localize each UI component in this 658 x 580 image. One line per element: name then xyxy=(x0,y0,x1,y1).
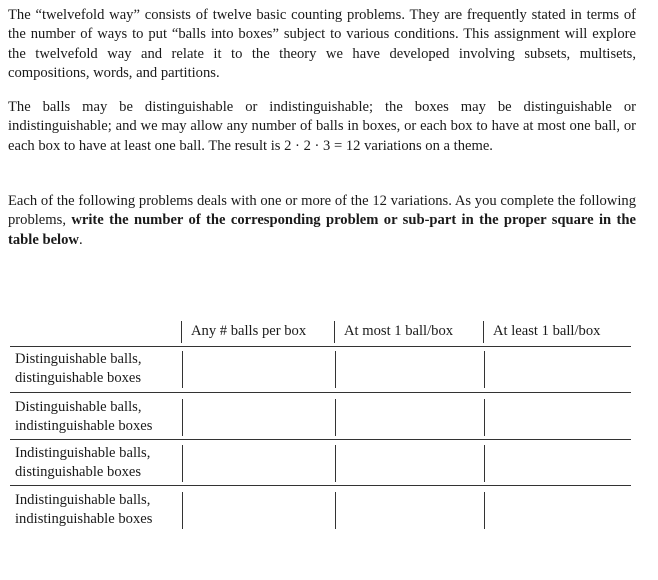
row-label-line: Distinguishable balls, xyxy=(15,399,142,415)
cell-divider xyxy=(335,445,336,482)
header-any-balls: Any # balls per box xyxy=(191,323,307,339)
cell-divider xyxy=(484,399,485,436)
row-label-line: distinguishable boxes xyxy=(15,370,142,386)
instructions-end: . xyxy=(78,231,83,248)
header-at-most-one: At most 1 ball/box xyxy=(344,323,454,339)
row-label-dist-indist xyxy=(15,398,152,436)
table-header xyxy=(10,321,631,346)
variations-paragraph: The balls may be distinguishable or indistinguishable; the boxes may be distinguishable or indistinguishable; and we may allow any number of balls in boxes, or each box to have at most one ball, or each box to have at least one ball. The result is 2 · 2 · 3 = 12 variations on a theme. xyxy=(8,99,636,154)
row-label-indist-indist xyxy=(15,491,152,529)
table-rule xyxy=(10,439,631,440)
row-label-line: indistinguishable boxes xyxy=(15,418,153,434)
row-label-line: distinguishable boxes xyxy=(15,464,142,480)
intro-paragraph: The “twelvefold way” consists of twelve basic counting problems. They are frequently stated in terms of the number of ways to put “balls into boxes” subject to various conditions. This assignment will explore the twelvefold way and relate it to the theory we have developed involving subsets, multisets, compositions, words, and partitions. xyxy=(8,7,636,82)
cell-divider xyxy=(335,399,336,436)
row-label-line: Distinguishable balls, xyxy=(15,351,142,367)
table-rule xyxy=(10,485,631,486)
row-label-line: indistinguishable boxes xyxy=(15,511,153,527)
cell-divider xyxy=(182,351,183,388)
row-label-line: Indistinguishable balls, xyxy=(15,445,151,461)
cell-divider xyxy=(484,351,485,388)
table-rule xyxy=(10,392,631,393)
header-divider xyxy=(334,321,335,343)
instructions-paragraph xyxy=(8,192,636,250)
header-divider xyxy=(181,321,182,343)
cell-divider xyxy=(335,492,336,529)
instructions-text: Each of the following problems deals with one or more of the 12 variations. As you complete the following problems, xyxy=(8,193,636,229)
row-label-indist-dist xyxy=(15,444,150,482)
cell-divider xyxy=(484,445,485,482)
table-rule xyxy=(10,346,631,347)
cell-divider xyxy=(484,492,485,529)
instructions-bold-text: write the number of the corresponding problem or sub-part in the proper square in the table below xyxy=(8,212,636,248)
cell-divider xyxy=(182,445,183,482)
cell-divider xyxy=(182,492,183,529)
header-divider xyxy=(483,321,484,343)
row-label-line: Indistinguishable balls, xyxy=(15,492,151,508)
header-at-least-one: At least 1 ball/box xyxy=(493,323,601,339)
row-label-dist-dist xyxy=(15,350,141,388)
cell-divider xyxy=(335,351,336,388)
cell-divider xyxy=(182,399,183,436)
